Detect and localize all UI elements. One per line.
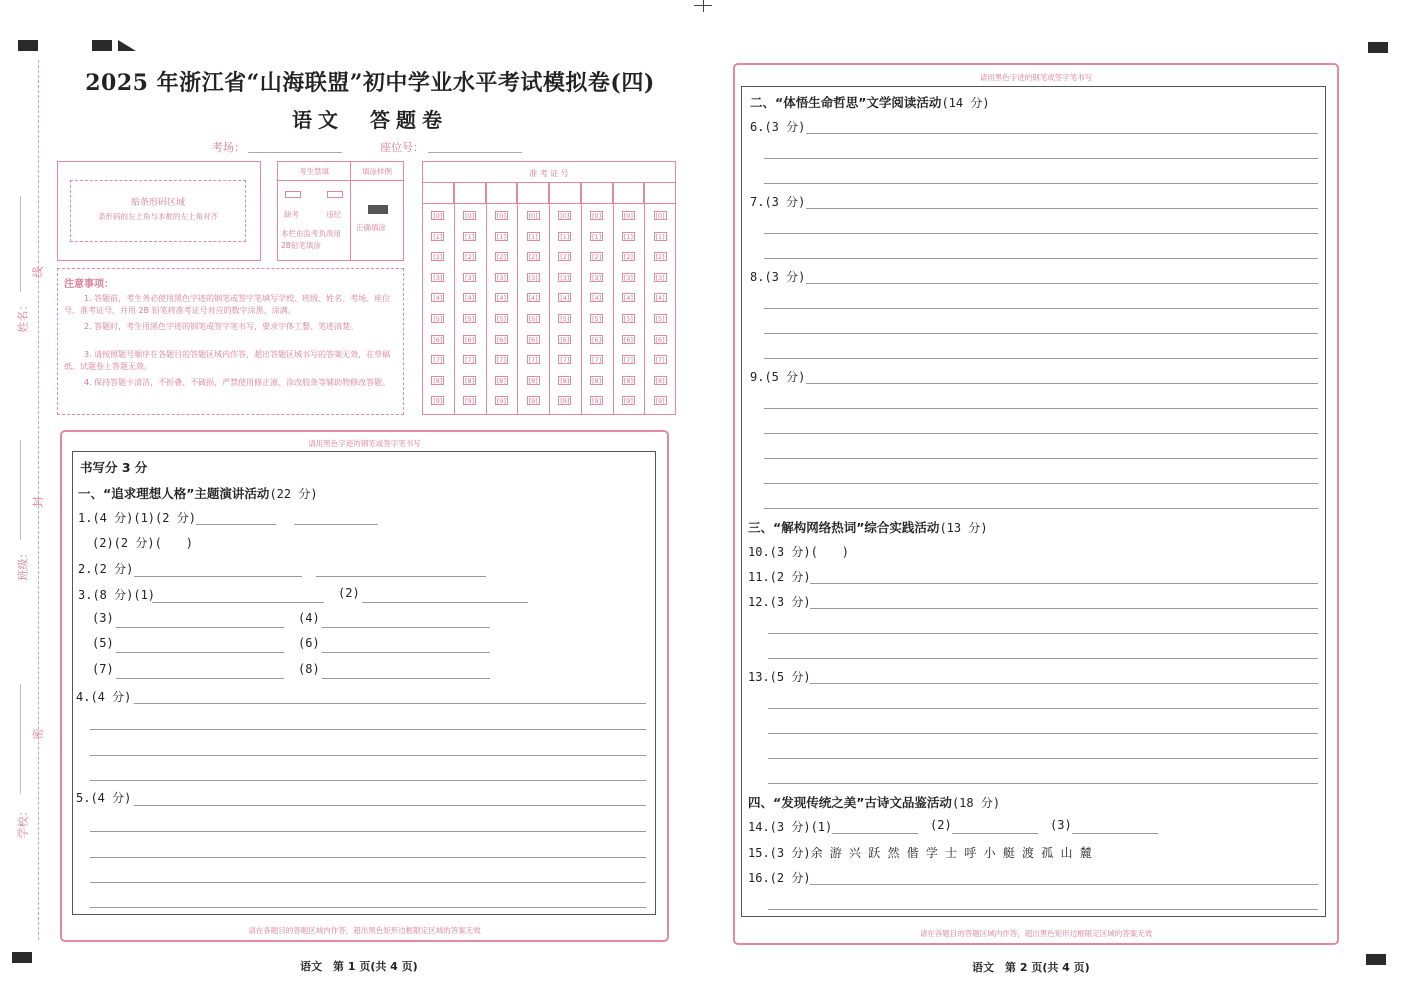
answer-line[interactable] — [90, 780, 646, 781]
answer-line[interactable] — [134, 805, 646, 806]
registration-mark-triangle — [118, 40, 136, 51]
answer-line[interactable] — [764, 233, 1318, 234]
admission-column-divider — [517, 182, 518, 414]
admission-digit-bubble[interactable]: [5] — [560, 315, 570, 323]
question-10-label: 10.(3 分)( ) — [748, 545, 850, 559]
violation-checkbox[interactable] — [327, 191, 343, 198]
admission-digit-bubble[interactable]: [3] — [465, 273, 475, 282]
answer-line[interactable] — [832, 833, 918, 834]
admission-digit-bubble[interactable]: [8] — [465, 376, 475, 385]
admission-digit-bubble[interactable]: [6] — [465, 335, 475, 344]
admission-digit-write-cell[interactable] — [517, 182, 549, 204]
admission-digit-bubble[interactable]: [1] — [592, 232, 602, 241]
binding-class-line[interactable] — [20, 440, 21, 540]
answer-line[interactable] — [322, 627, 490, 628]
answer-line[interactable] — [196, 524, 276, 525]
center-crosshair-v — [703, 0, 704, 12]
admission-digit-bubble[interactable]: [7] — [560, 356, 570, 365]
answer-line[interactable] — [90, 729, 646, 730]
answer-line[interactable] — [768, 733, 1318, 734]
admission-digit-bubble[interactable]: [4] — [623, 294, 633, 303]
question-4-label: 4.(4 分) — [76, 690, 132, 704]
admission-digit-bubble[interactable]: [0] — [528, 212, 538, 220]
page-subtitle: 语文 答题卷 — [292, 108, 448, 132]
admission-digit-bubble[interactable]: [8] — [496, 376, 506, 385]
admission-digit-bubble[interactable]: [7] — [496, 356, 506, 365]
question-16-label: 16.(2 分) — [748, 871, 811, 885]
answer-line[interactable] — [810, 583, 1318, 584]
admission-column-divider — [613, 182, 614, 414]
answer-line[interactable] — [764, 258, 1318, 259]
admission-column-divider — [644, 182, 645, 414]
admission-digit-bubble[interactable]: [2] — [560, 253, 570, 262]
page-title: 2025 年浙江省“山海联盟”初中学业水平考试模拟卷(四) — [85, 70, 655, 96]
admission-digit-bubble[interactable]: [7] — [465, 356, 475, 365]
answer-line[interactable] — [810, 608, 1318, 609]
admission-digit-write-cell[interactable] — [644, 182, 676, 204]
answer-line[interactable] — [90, 831, 646, 832]
admission-digit-bubble[interactable]: [3] — [655, 273, 665, 282]
answer-line[interactable] — [294, 524, 378, 525]
answer-line[interactable] — [90, 907, 646, 908]
admission-header: 准 考 证 号 — [529, 169, 569, 178]
absent-checkbox[interactable] — [285, 191, 301, 198]
binding-school-line[interactable] — [20, 684, 21, 794]
page2-footer: 语文 第 2 页(共 4 页) — [972, 961, 1090, 974]
seat-field[interactable] — [428, 152, 522, 153]
admission-digit-write-cell[interactable] — [613, 182, 645, 204]
registration-mark-top-left-2 — [92, 40, 112, 51]
notice-item-2: 2. 答题时，考生用黑色字迹的钢笔或签字笔书写，要求字体工整、笔迹清楚。 — [84, 322, 359, 331]
admission-digit-bubble[interactable]: [1] — [560, 232, 570, 241]
page1-bottom-note: 请在各题目的答题区域内作答，超出黑色矩形边框限定区域的答案无效 — [248, 926, 481, 935]
page1-footer: 语文 第 1 页(共 4 页) — [300, 960, 418, 973]
question-1b-label: (2)(2 分)( ) — [92, 536, 194, 550]
question-2-label: 2.(2 分) — [78, 562, 134, 576]
admission-digit-bubble[interactable]: [1] — [623, 232, 633, 241]
admission-digit-bubble[interactable]: [8] — [655, 376, 665, 385]
binding-class-label: 班级： — [16, 547, 30, 581]
answer-line[interactable] — [764, 408, 1318, 409]
answer-line[interactable] — [1072, 833, 1158, 834]
answer-line[interactable] — [764, 458, 1318, 459]
admission-digit-bubble[interactable]: [5] — [592, 315, 602, 323]
admission-digit-bubble[interactable]: [0] — [560, 212, 570, 220]
admission-digit-bubble[interactable]: [0] — [496, 212, 506, 220]
answer-line[interactable] — [764, 433, 1318, 434]
admission-column-divider — [581, 182, 582, 414]
exam-room-field[interactable] — [248, 152, 342, 153]
question-14-3-label: (3) — [1050, 818, 1072, 832]
admission-digit-bubble[interactable]: [5] — [465, 315, 475, 323]
admission-digit-bubble[interactable]: [1] — [655, 232, 665, 241]
question-9-label: 9.(5 分) — [750, 370, 806, 384]
admission-digit-bubble[interactable]: [3] — [623, 273, 633, 282]
answer-line[interactable] — [768, 758, 1318, 759]
admission-digit-bubble[interactable]: [4] — [592, 294, 602, 303]
admission-digit-bubble[interactable]: [6] — [433, 335, 443, 344]
admission-digit-bubble[interactable]: [2] — [592, 253, 602, 262]
seat-label: 座位号： — [380, 141, 424, 154]
question-14-label: 14.(3 分)(1) — [748, 820, 833, 834]
binding-name-line[interactable] — [20, 196, 21, 292]
admission-digit-bubble[interactable]: [9] — [592, 397, 602, 406]
answer-line[interactable] — [806, 283, 1318, 284]
admission-digit-bubble[interactable]: [6] — [592, 335, 602, 344]
question-3-5-label: (5) — [92, 636, 114, 650]
admission-digit-bubble[interactable]: [9] — [465, 397, 475, 406]
question-7-label: 7.(3 分) — [750, 195, 806, 209]
admission-digit-bubble[interactable]: [5] — [655, 315, 665, 323]
binding-mi: 密 — [31, 728, 45, 740]
admission-digit-bubble[interactable]: [8] — [528, 376, 538, 385]
fill-example-header: 填涂样例 — [362, 167, 392, 176]
question-3-6-label: (6) — [298, 636, 320, 650]
answer-line[interactable] — [316, 576, 486, 577]
answer-line[interactable] — [134, 576, 302, 577]
section3-heading: 三、“解构网络热词”综合实践活动(13 分) — [748, 520, 988, 535]
answer-line[interactable] — [806, 133, 1318, 134]
answer-line[interactable] — [810, 884, 1318, 885]
answer-line[interactable] — [952, 833, 1038, 834]
answer-line[interactable] — [322, 652, 490, 653]
question-3-2-label: (2) — [338, 586, 360, 600]
admission-digit-bubble[interactable]: [9] — [496, 397, 506, 406]
admission-digit-bubble[interactable]: [7] — [655, 356, 665, 365]
admission-digit-bubble[interactable]: [3] — [433, 273, 443, 282]
admission-digit-bubble[interactable]: [2] — [496, 253, 506, 262]
answer-line[interactable] — [152, 602, 324, 603]
absent-note: 本栏由监考负责用2B铅笔填涂 — [281, 229, 341, 250]
admission-digit-bubble[interactable]: [9] — [528, 397, 538, 406]
admission-digit-bubble[interactable]: [2] — [433, 253, 443, 262]
admission-digit-bubble[interactable]: [1] — [528, 232, 538, 241]
admission-digit-bubble[interactable]: [2] — [465, 253, 475, 262]
violation-label: 违纪 — [326, 210, 341, 219]
admission-digit-bubble[interactable]: [6] — [623, 335, 633, 344]
section1-heading: 一、“追求理想人格”主题演讲活动(22 分) — [78, 486, 318, 501]
registration-mark-top-left — [18, 40, 38, 51]
admission-digit-bubble[interactable]: [0] — [655, 212, 665, 220]
admission-digit-bubble[interactable]: [8] — [623, 376, 633, 385]
question-12-label: 12.(3 分) — [748, 595, 811, 609]
notice-item-4: 4. 保持答题卡清洁，不折叠、不破损，严禁使用修正液、涂改胶条等辅助物修改答题。 — [84, 378, 391, 387]
binding-feng: 封 — [31, 496, 45, 508]
admission-digit-bubble[interactable]: [2] — [528, 253, 538, 262]
admission-digit-bubble[interactable]: [4] — [655, 294, 665, 303]
answer-line[interactable] — [764, 308, 1318, 309]
answer-line[interactable] — [116, 678, 284, 679]
answer-line[interactable] — [362, 602, 528, 603]
absent-label: 缺考 — [284, 210, 299, 219]
admission-digit-bubble[interactable]: [2] — [623, 253, 633, 262]
notice-item-3: 3. 请按照题号顺序在各题目的答题区域内作答，超出答题区域书写的答案无效，在草稿纸、试题卷上答题无效。 — [64, 350, 391, 372]
admission-digit-bubble[interactable]: [5] — [496, 315, 506, 323]
admission-digit-bubble[interactable]: [9] — [655, 397, 665, 406]
binding-name-label: 姓名： — [16, 299, 30, 333]
admission-digit-write-cell[interactable] — [549, 182, 581, 204]
binding-xian: 线 — [31, 266, 45, 278]
admission-digit-bubble[interactable]: [8] — [433, 376, 443, 385]
answer-line[interactable] — [806, 208, 1318, 209]
admission-digit-bubble[interactable]: [3] — [560, 273, 570, 282]
admission-digit-bubble[interactable]: [1] — [465, 232, 475, 241]
exam-room-label: 考场： — [212, 141, 245, 154]
admission-digit-bubble[interactable]: [0] — [465, 212, 475, 220]
answer-line[interactable] — [90, 857, 646, 858]
question-6-label: 6.(3 分) — [750, 120, 806, 134]
answer-line[interactable] — [764, 158, 1318, 159]
admission-digit-bubble[interactable]: [3] — [496, 273, 506, 282]
admission-digit-bubble[interactable]: [6] — [655, 335, 665, 344]
answer-line[interactable] — [90, 882, 646, 883]
barcode-hint: 条形码的左上角与本框的左上角对齐 — [98, 212, 218, 221]
admission-digit-bubble[interactable]: [4] — [433, 294, 443, 303]
fill-example-mark — [368, 205, 388, 214]
question-3-8-label: (8) — [298, 662, 320, 676]
admission-digit-bubble[interactable]: [1] — [433, 232, 443, 241]
answer-line[interactable] — [768, 708, 1318, 709]
answer-line[interactable] — [322, 678, 490, 679]
barcode-title: 贴条形码区域 — [130, 198, 185, 208]
question-3-label: 3.(8 分)(1) — [78, 588, 156, 602]
section4-heading: 四、“发现传统之美”古诗文品鉴活动(18 分) — [748, 795, 1001, 810]
notice-item-1: 1. 答题前，考生务必使用黑色字迹的钢笔或签字笔填写学校、班级、姓名、考场、座位号、准考证号，并用 2B 铅笔将准考证号对应的数字涂黑、涂满。 — [64, 294, 391, 316]
admission-column-divider — [549, 182, 550, 414]
page2-pen-note: 请用黑色字迹的钢笔或签字笔书写 — [979, 73, 1093, 82]
answer-line[interactable] — [764, 483, 1318, 484]
absent-divider — [350, 161, 351, 261]
answer-line[interactable] — [134, 703, 646, 704]
admission-digit-write-cell[interactable] — [486, 182, 518, 204]
admission-digit-bubble[interactable]: [5] — [528, 315, 538, 323]
admission-digit-bubble[interactable]: [0] — [592, 212, 602, 220]
answer-line[interactable] — [768, 633, 1318, 634]
question-1-label: 1.(4 分)(1)(2 分) — [78, 511, 196, 525]
answer-line[interactable] — [768, 783, 1318, 784]
question-14-2-label: (2) — [930, 818, 952, 832]
answer-line[interactable] — [764, 358, 1318, 359]
admission-digit-bubble[interactable]: [4] — [496, 294, 506, 303]
admission-digit-bubble[interactable]: [5] — [433, 315, 443, 323]
section2-heading: 二、“体悟生命哲思”文学阅读活动(14 分) — [750, 95, 990, 110]
notice-title: 注意事项： — [64, 279, 114, 290]
answer-line[interactable] — [768, 658, 1318, 659]
admission-column-divider — [486, 182, 487, 414]
absent-header: 考生禁填 — [299, 167, 329, 176]
question-3-7-label: (7) — [92, 662, 114, 676]
admission-digit-bubble[interactable]: [4] — [560, 294, 570, 303]
question-8-label: 8.(3 分) — [750, 270, 806, 284]
admission-digit-bubble[interactable]: [4] — [465, 294, 475, 303]
admission-digit-bubble[interactable]: [9] — [433, 397, 443, 406]
binding-school-label: 学校： — [16, 805, 30, 839]
admission-digit-bubble[interactable]: [9] — [560, 397, 570, 406]
admission-column-divider — [454, 182, 455, 414]
question-3-3-label: (3) — [92, 611, 114, 625]
admission-digit-bubble[interactable]: [3] — [528, 273, 538, 282]
answer-line[interactable] — [116, 652, 284, 653]
question-15-label: 15.(3 分)余 游 兴 跃 然 偕 学 士 呼 小 艇 渡 孤 山 麓 — [748, 846, 1092, 860]
page1-pen-note: 请用黑色字迹的钢笔或签字笔书写 — [308, 439, 421, 448]
admission-digit-bubble[interactable]: [7] — [623, 356, 633, 365]
answer-line[interactable] — [806, 383, 1318, 384]
admission-digit-write-cell[interactable] — [581, 182, 613, 204]
absent-header-divider — [277, 180, 404, 181]
admission-digit-bubble[interactable]: [7] — [433, 356, 443, 365]
admission-digit-bubble[interactable]: [3] — [592, 273, 602, 282]
registration-mark-bottom-left — [12, 952, 32, 963]
admission-digit-bubble[interactable]: [5] — [623, 315, 633, 323]
question-11-label: 11.(2 分) — [748, 570, 811, 584]
answer-line[interactable] — [768, 909, 1318, 910]
admission-digit-bubble[interactable]: [6] — [496, 335, 506, 344]
admission-digit-write-cell[interactable] — [454, 182, 486, 204]
correct-fill-label: 正确填涂 — [356, 223, 386, 232]
page2-bottom-note: 请在各题目的答题区域内作答，超出黑色矩形边框限定区域的答案无效 — [919, 929, 1153, 938]
answer-line[interactable] — [116, 627, 284, 628]
question-3-4-label: (4) — [298, 611, 320, 625]
admission-digit-bubble[interactable]: [1] — [496, 232, 506, 241]
admission-digit-write-cell[interactable] — [422, 182, 454, 204]
admission-digit-bubble[interactable]: [4] — [528, 294, 538, 303]
answer-line[interactable] — [764, 333, 1318, 334]
admission-digit-bubble[interactable]: [0] — [433, 212, 443, 220]
answer-line[interactable] — [90, 755, 646, 756]
admission-digit-bubble[interactable]: [7] — [592, 356, 602, 365]
registration-mark-bottom-right — [1366, 954, 1386, 965]
question-13-label: 13.(5 分) — [748, 670, 811, 684]
admission-digit-bubble[interactable]: [9] — [623, 397, 633, 406]
answer-line[interactable] — [764, 183, 1318, 184]
answer-line[interactable] — [764, 508, 1318, 509]
admission-digit-bubble[interactable]: [8] — [592, 376, 602, 385]
registration-mark-top-right — [1368, 42, 1388, 53]
admission-digit-bubble[interactable]: [7] — [528, 356, 538, 365]
admission-digit-bubble[interactable]: [2] — [655, 253, 665, 262]
handwriting-score: 书写分 3 分 — [80, 460, 148, 475]
admission-digit-bubble[interactable]: [0] — [623, 212, 633, 220]
admission-digit-bubble[interactable]: [8] — [560, 376, 570, 385]
admission-digit-bubble[interactable]: [6] — [560, 335, 570, 344]
admission-digit-bubble[interactable]: [6] — [528, 335, 538, 344]
question-5-label: 5.(4 分) — [76, 791, 132, 805]
answer-line[interactable] — [810, 683, 1318, 684]
